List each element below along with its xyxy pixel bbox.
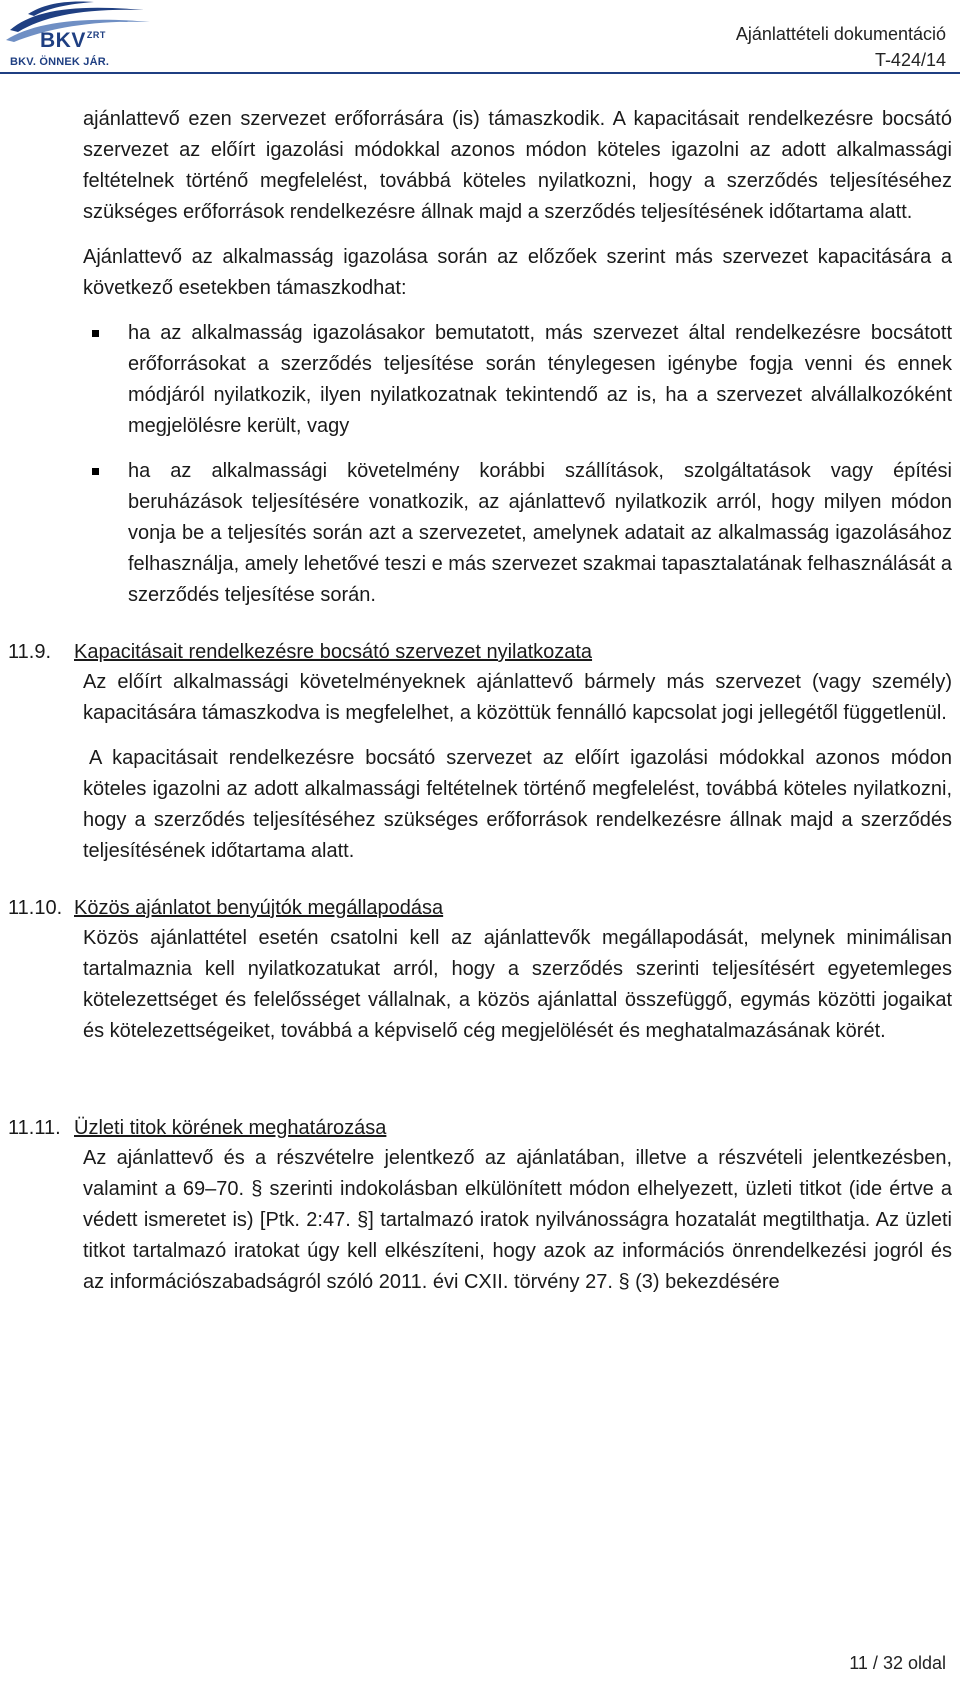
section-number: 11.9. (8, 641, 51, 663)
section-11-10 (8, 893, 952, 1047)
page-content (8, 104, 952, 1298)
bkv-logo (4, 0, 152, 72)
list-item: ha az alkalmasság igazolásakor bemutatott, más szervezet által rendelkezésre bocsátott erőforrásokat a szerződés teljesítése során ténylegesen igénybe fogja venni és ennek módjáról nyilatkozik, ilyen nyilatkozatnak tekintendő az is, ha a szervezet alvállalkozóként megjelölésre került, vagy (83, 318, 952, 442)
section-title: Közös ajánlatot benyújtók megállapodása (74, 897, 444, 919)
paragraph-2: Ajánlattevő az alkalmasság igazolása során az előzőek szerint más szervezet kapacitására a következő esetekben támaszkodhat: (83, 246, 952, 299)
header-doc-title: Ajánlattételi dokumentáció (735, 24, 946, 44)
logo-wordmark: $BKV^{ZRT}$ (40, 29, 106, 52)
header-doc-id: T-424/14 (874, 50, 946, 70)
section-paragraph: A kapacitásait rendelkezésre bocsátó szervezet az előírt igazolási módokkal azonos módon köteles igazolni az adott alkalmassági feltételnek történő megfelelést, továbbá köteles nyilatkozni, hogy a szerződés teljesítéséhez szükséges erőforrások rendelkezésre állnak majd a szerződés teljesítésének időtartama alatt. (83, 747, 952, 862)
paragraph-1: ajánlattevő ezen szervezet erőforrására (is) támaszkodik. A kapacitásait rendelkezésre bocsátó szervezet az előírt igazolási módokkal azonos módon köteles igazolni az adott alkalmassági feltételnek történő megfelelést, továbbá köteles nyilatkozni, hogy a szerződés teljesítéséhez szükséges erőforrások rendelkezésre állnak majd a szerződés teljesítésének időtartama alatt. (83, 108, 952, 223)
section-paragraph: Közös ajánlattétel esetén csatolni kell az ajánlattevők megállapodását, melynek minimálisan tartalmaznia kell nyilatkozatukat arról, hogy a szerződés szerinti teljesítésért egyetemleges kötelezettséget és felelősséget vállalnak, a közös ajánlattal összefüggő, egymás közötti jogaikat és kötelezettségeiket, továbbá a képviselő cég megjelölését és meghatalmazásának körét. (83, 927, 952, 1042)
page-number: 11 / 32 oldal (849, 1653, 946, 1673)
section-paragraph: Az ajánlattevő és a részvételre jelentkező az ajánlatában, illetve a részvételi jelentkezésben, valamint a 69–70. § szerinti indokolásban elkülönített módon elhelyezett, üzleti titkot (ide értve a védett ismeretet is) [Ptk. 2:47. §] tartalmazó iratok nyilvánosságra hozatalát megtilthatja. Az üzleti titkot tartalmazó iratokat úgy kell elkészíteni, hogy azok az információs önrendelkezési jogról és az információszabadságról szóló 2011. évi CXII. törvény 27. § (3) bekezdésére (83, 1147, 952, 1293)
section-11-11 (8, 1113, 952, 1298)
section-title: Üzleti titok körének meghatározása (74, 1117, 387, 1139)
list-item: ha az alkalmassági követelmény korábbi szállítások, szolgáltatások vagy építési beruházások teljesítésére vonatkozik, az ajánlattevő nyilatkozik arról, hogy milyen módon vonja be a teljesítés során azt a szervezetet, amelynek adatait az alkalmasság igazolásához felhasználja, amely lehetővé teszi e más szervezet szakmai tapasztalatának felhasználását a szerződés teljesítése során. (83, 456, 952, 611)
bullet-list (83, 318, 952, 611)
section-heading (8, 637, 952, 667)
section-heading (8, 893, 952, 923)
logo-tagline: BKV. ÖNNEK JÁR. (10, 56, 110, 68)
square-bullet-icon (92, 468, 99, 475)
header-divider (0, 72, 960, 74)
section-heading (8, 1113, 952, 1143)
section-11-9 (8, 637, 952, 867)
square-bullet-icon (92, 330, 99, 337)
section-number: 11.11. (8, 1117, 61, 1139)
section-number: 11.10. (8, 897, 63, 919)
section-title: Kapacitásait rendelkezésre bocsátó szervezet nyilatkozata (74, 641, 593, 663)
page-header (0, 0, 960, 74)
header-doc-info (736, 21, 946, 73)
section-paragraph: Az előírt alkalmassági követelményeknek ajánlattevő bármely más szervezet (vagy személy) kapacitására támaszkodva is megfelelhet, a közöttük fennálló kapcsolat jogi jellegétől függetlenül. (83, 671, 952, 724)
